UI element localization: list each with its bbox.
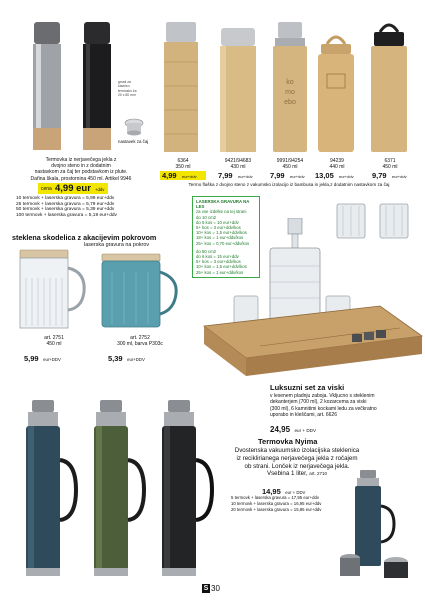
bottle-label-9421: 9421/94683 430 ml	[224, 158, 252, 170]
thermos-black	[158, 400, 214, 578]
whisky-title: Luksuzni set za viski	[270, 383, 345, 392]
jugs-title: steklena skodelica z akacijevim pokrovom	[12, 233, 157, 242]
thermos-green	[90, 400, 146, 578]
bottle-label-6364: 6364 350 ml	[175, 158, 191, 170]
bottle-9991	[272, 22, 308, 152]
thermos-blue	[22, 400, 78, 578]
svg-text:ebo: ebo	[284, 99, 296, 106]
tumbler-silver	[32, 22, 62, 150]
bottle-6371	[370, 22, 408, 152]
thermos-description: Dvostenska vakuumsko izolacijska steklenica iz reciklirianega nerjavečega jekla z ročajem ob strani. Lonček iz nerjavečega jekla. Vsebina 1 liter, art. 2710	[234, 447, 360, 478]
tumbler-tiers: 10 termovk + laserska gravura = 5,99 eur+ddv 25 termovk + laserska gravura = 5,79 eur+ddv 50 termovk + laserska gravura = 5,39 eur+ddv 100 termovk + laserska gravura = 5,19 eur+ddv	[16, 196, 117, 219]
bottle-94239	[317, 34, 355, 152]
thermos-cups	[336, 548, 420, 584]
tumbler-price-badge	[38, 183, 108, 194]
side-note: grosti za kavnico termosko ža 20 x 80 mm	[118, 80, 137, 98]
price-value: 4,99 eur	[55, 183, 91, 194]
page-number-badge: S	[203, 585, 209, 592]
engraving-price-box: LASERSKA GRAVURA NA LES za vse izdelke na tej strani do 10 cm2 do 6 kos = 10 eur+ddv 5+ kos = 3 eur+ddv/kos 10+ kos = 1,5 eur+ddv/kos 18+ kos = 1 eur+ddv/kos 25+ kos = 0,70 eur+ddv/kos do 50 cm2 do 6 kos = 15 eur+ddv 5+ kos = 3 eur+ddv/kos 10+ kos = 1,5 eur+ddv/kos 25+ kos = 1 eur+ddv/kos	[192, 196, 260, 278]
whisky-description: v lesenem pladnju zaboja. Vkljucno s steklenim dekanterjem (700 ml), 2 kozarcema za viski (300 ml), 6 kamnitimi kockami ledu za večkratno uporabo in kleščami, art. 6626	[270, 393, 377, 418]
whisky-price: 24,95 eur + DDV	[270, 425, 317, 434]
thermos-tiers: 5 termovk + laserska gravura = 17,95 eur+ddv 10 termovk + laserska gravura = 16,95 eur+ddv 20 termovk + laserska gravura = 15,95 eur+ddv	[231, 495, 322, 512]
bottles-caption: Termo flaška z dvojno steno z vakumsko izolacijo iz bambusa in jekla,z dodatnim nastavkom za čaj	[188, 182, 390, 187]
jug-right-price: 5,39 eur+DDV	[108, 354, 145, 363]
svg-text:ko: ko	[286, 79, 294, 86]
jug-right-info: art. 2752 300 ml, barva P303c	[117, 335, 163, 347]
jug-left-price: 5,99 eur+DDV	[24, 354, 61, 363]
bottle-9421	[219, 28, 257, 152]
glass-jug-blue	[98, 252, 180, 330]
tumbler-black	[82, 22, 112, 150]
price-suffix: +ddv	[95, 187, 105, 192]
bottle-price-9421: 7,99 eur+ddv	[218, 171, 253, 180]
bottle-price-6364: 4,99 eur+ddv	[160, 171, 206, 180]
strainer-image	[124, 116, 144, 136]
bottle-price-94239: 13,05 eur+ddv	[315, 171, 354, 180]
glass-jug-clear	[14, 248, 90, 330]
tumbler-description: Termovka iz nerjavečega jekla z dvojno steno in z dodatnim nastavkom za čaj ter podstavkom iz plute. Dařina škala, prostornina 450 ml. Artikel 9946	[30, 157, 132, 182]
bottle-price-9991: 7,99 eur+ddv	[270, 171, 305, 180]
thermos-price: 14,95 eur + DDV	[262, 487, 306, 496]
thermos-title: Termovka Nyima	[258, 437, 318, 446]
page-number: 30	[211, 584, 220, 593]
whisky-tray-set	[200, 218, 425, 380]
jug-left-info: art. 2751 450 ml	[44, 335, 64, 347]
jugs-subtitle: laserska gravura na pokrov	[84, 242, 150, 248]
bottle-label-6371: 6371 450 ml	[382, 158, 398, 170]
bottle-label-94239: 94239 440 ml	[329, 158, 345, 170]
strainer-label: nastavek za čaj	[118, 139, 149, 144]
bottle-label-9991: 9991/94254 450 ml	[276, 158, 304, 170]
svg-text:mo: mo	[285, 89, 295, 96]
bottle-price-6371: 9,79 eur+ddv	[372, 171, 407, 180]
bottle-6364	[163, 22, 199, 152]
price-label: cena	[41, 186, 52, 192]
